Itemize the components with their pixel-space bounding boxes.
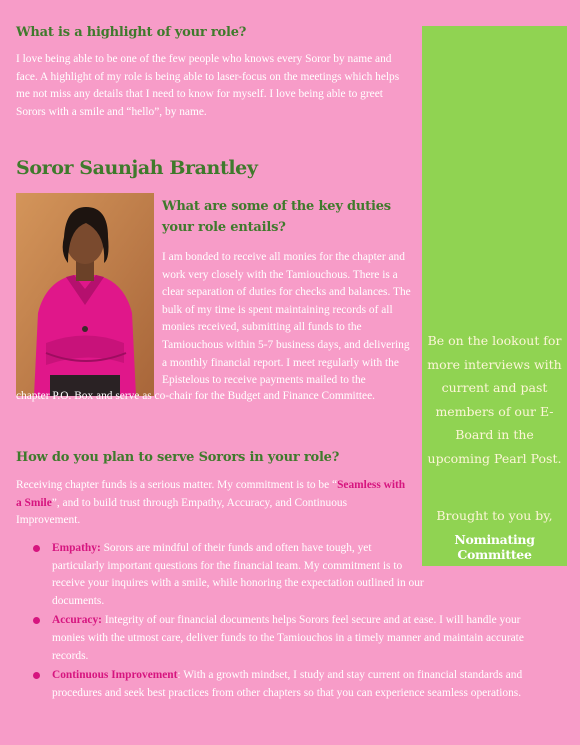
bullet-label: Continuous Improvement (52, 669, 178, 682)
bullet-text: Integrity of our financial documents helps Sorors feel secure and at ease. I will handle your monies with the utmost care, deliver funds to the Tamiouchos in a timely manner and maintain accurate records. (52, 614, 524, 662)
portrait-illustration (16, 193, 154, 396)
seamless-smile-highlight: Seamless with a Smile (16, 479, 406, 509)
bullet-label: Accuracy: (52, 614, 102, 627)
duties-answer-paragraph: I am bonded to receive all monies for the chapter and work very closely with the Tamiouchous. There is a clear separation of duties for checks and balances. The bulk of my time is spent maintaining records of all monies received, submitting all funds to the Tamiouchous within 5-7 business days, and delivering a monthly financial report. I meet regularly with the Epistelous to receive payments mailed to the (162, 251, 411, 387)
highlight-question-heading: What is a highlight of your role? (16, 25, 247, 40)
serve-intro-text-before: Receiving chapter funds is a serious matter. My commitment is to be “ (16, 479, 338, 491)
serve-intro-text-after: ”, and to build trust through Empathy, Accuracy, and Continuous Improvement. (16, 496, 348, 527)
bullet-label: Empathy: (52, 542, 101, 554)
bullet-dot-icon (33, 617, 40, 624)
bullet-text: : With a growth mindset, I study and stay current on financial standards and procedures and seek best practices from other chapters so that you can experience seamless operations. (52, 669, 523, 699)
sidebar-committee-name: Nominating Committee (454, 532, 535, 562)
sidebar-panel (422, 26, 567, 566)
duties-answer-paragraph-continued: chapter P.O. Box and serve as co-chair for the Budget and Finance Committee. (16, 390, 376, 402)
profile-name-heading: Soror Saunjah Brantley (16, 157, 258, 179)
serve-intro-paragraph (16, 477, 412, 530)
bullet-text: Sorors are mindful of their funds and often have tough, yet particularly important questions for the financial team. My commitment is to receive your inquires with a smile, while honoring the expectation outlined in our documents. (52, 542, 424, 607)
sidebar-brought-by: Brought to you by, (436, 508, 553, 523)
highlight-answer-paragraph: I love being able to be one of the few people who knows every Soror by name and face. A highlight of my role is being able to laser-focus on the meetings which helps me not miss any details that I need to know for myself. I love being able to greet Sorors with a smile and “hello”, by name. (16, 53, 400, 118)
sidebar-promo-text: Be on the lookout for more interviews with current and past members of our E-Board in the upcoming Pearl Post. (427, 333, 562, 466)
profile-photo (16, 193, 154, 396)
duties-question-heading: What are some of the key duties your role entails? (162, 199, 391, 235)
bullet-accuracy (16, 612, 546, 665)
bullet-empathy (16, 540, 424, 610)
serve-question-heading: How do you plan to serve Sorors in your role? (16, 450, 340, 465)
bullet-dot-icon (33, 672, 40, 679)
bullet-continuous-improvement (16, 667, 546, 702)
bullet-dot-icon (33, 545, 40, 552)
